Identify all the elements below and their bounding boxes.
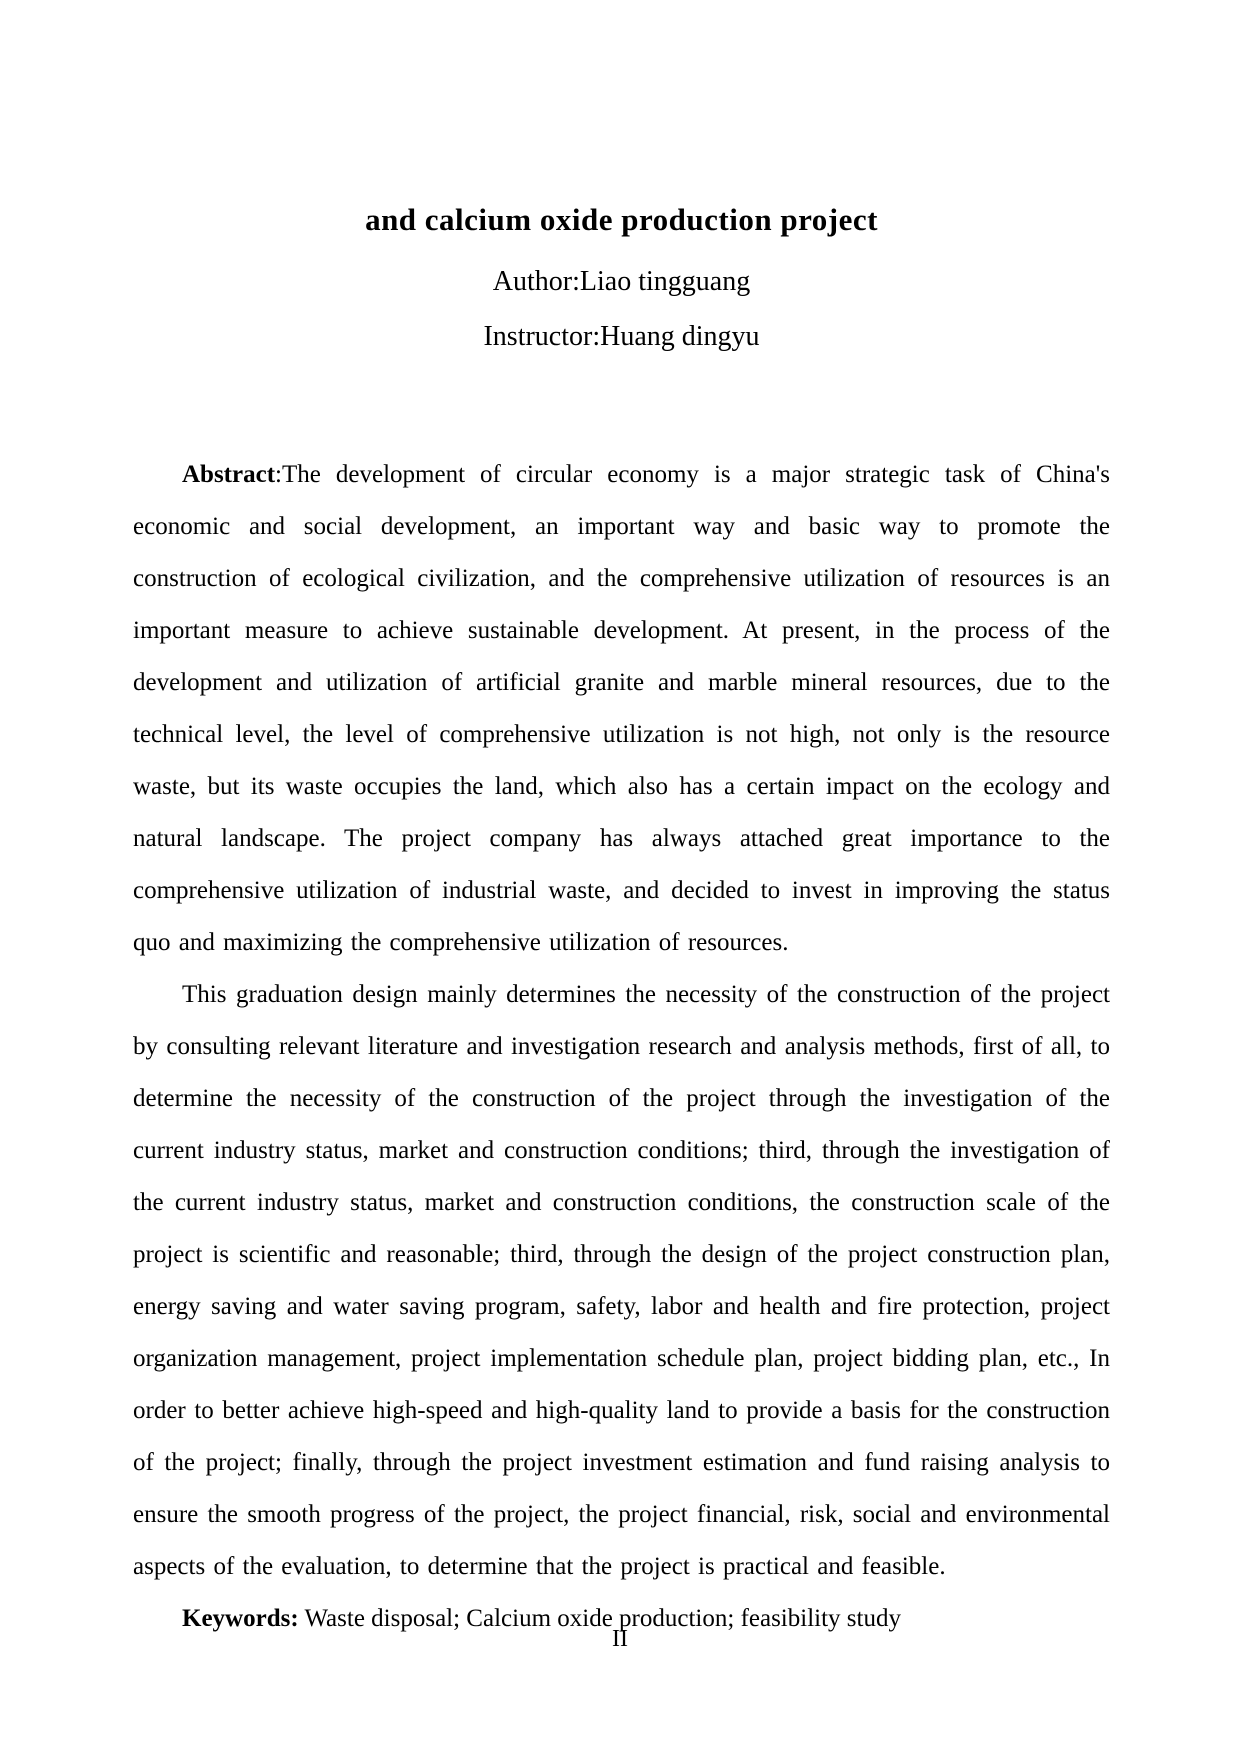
- page-content: [133, 0, 1110, 1637]
- author-line: Author:Liao tingguang: [492, 266, 751, 297]
- instructor-line: Instructor:Huang dingyu: [483, 321, 760, 352]
- abstract-label: Abstract: [182, 461, 276, 488]
- keywords-label: Keywords:: [182, 1605, 299, 1632]
- abstract-section: [133, 449, 1110, 1593]
- document-title: and calcium oxide production project: [365, 202, 878, 237]
- abstract-paragraph-1-text: :The development of circular economy is a major strategic task of China's economic and social development, an important way and basic way to promote the construction of ecological civilization, and the comprehensive utilization of resources is an important measure to achieve sustainable development. At present, in the process of the development and utilization of artificial granite and marble mineral resources, due to the technical level, the level of comprehensive utilization is not high, not only is the resource waste, but its waste occupies the land, which also has a certain impact on the ecology and natural landscape. The project company has always attached great importance to the comprehensive utilization of industrial waste, and decided to invest in improving the status quo and maximizing the comprehensive utilization of resources.: [133, 461, 1110, 956]
- page-number: II: [612, 1626, 628, 1652]
- abstract-paragraph-2: [133, 969, 1110, 1593]
- keywords-text: Waste disposal; Calcium oxide production; feasibility study: [298, 1605, 901, 1632]
- abstract-paragraph-1: [133, 449, 1110, 969]
- abstract-paragraph-2-text: This graduation design mainly determines the necessity of the construction of the project by consulting relevant literature and investigation research and analysis methods, first of all, to determine the necessity of the construction of the project through the investigation of the current industry status, market and construction conditions; third, through the investigation of the current industry status, market and construction conditions, the construction scale of the project is scientific and reasonable; third, through the design of the project construction plan, energy saving and water saving program, safety, labor and health and fire protection, project organization management, project implementation schedule plan, project bidding plan, etc., In order to better achieve high-speed and high-quality land to provide a basis for the construction of the project; finally, through the project investment estimation and fund raising analysis to ensure the smooth progress of the project, the project financial, risk, social and environmental aspects of the evaluation, to determine that the project is practical and feasible.: [133, 981, 1110, 1580]
